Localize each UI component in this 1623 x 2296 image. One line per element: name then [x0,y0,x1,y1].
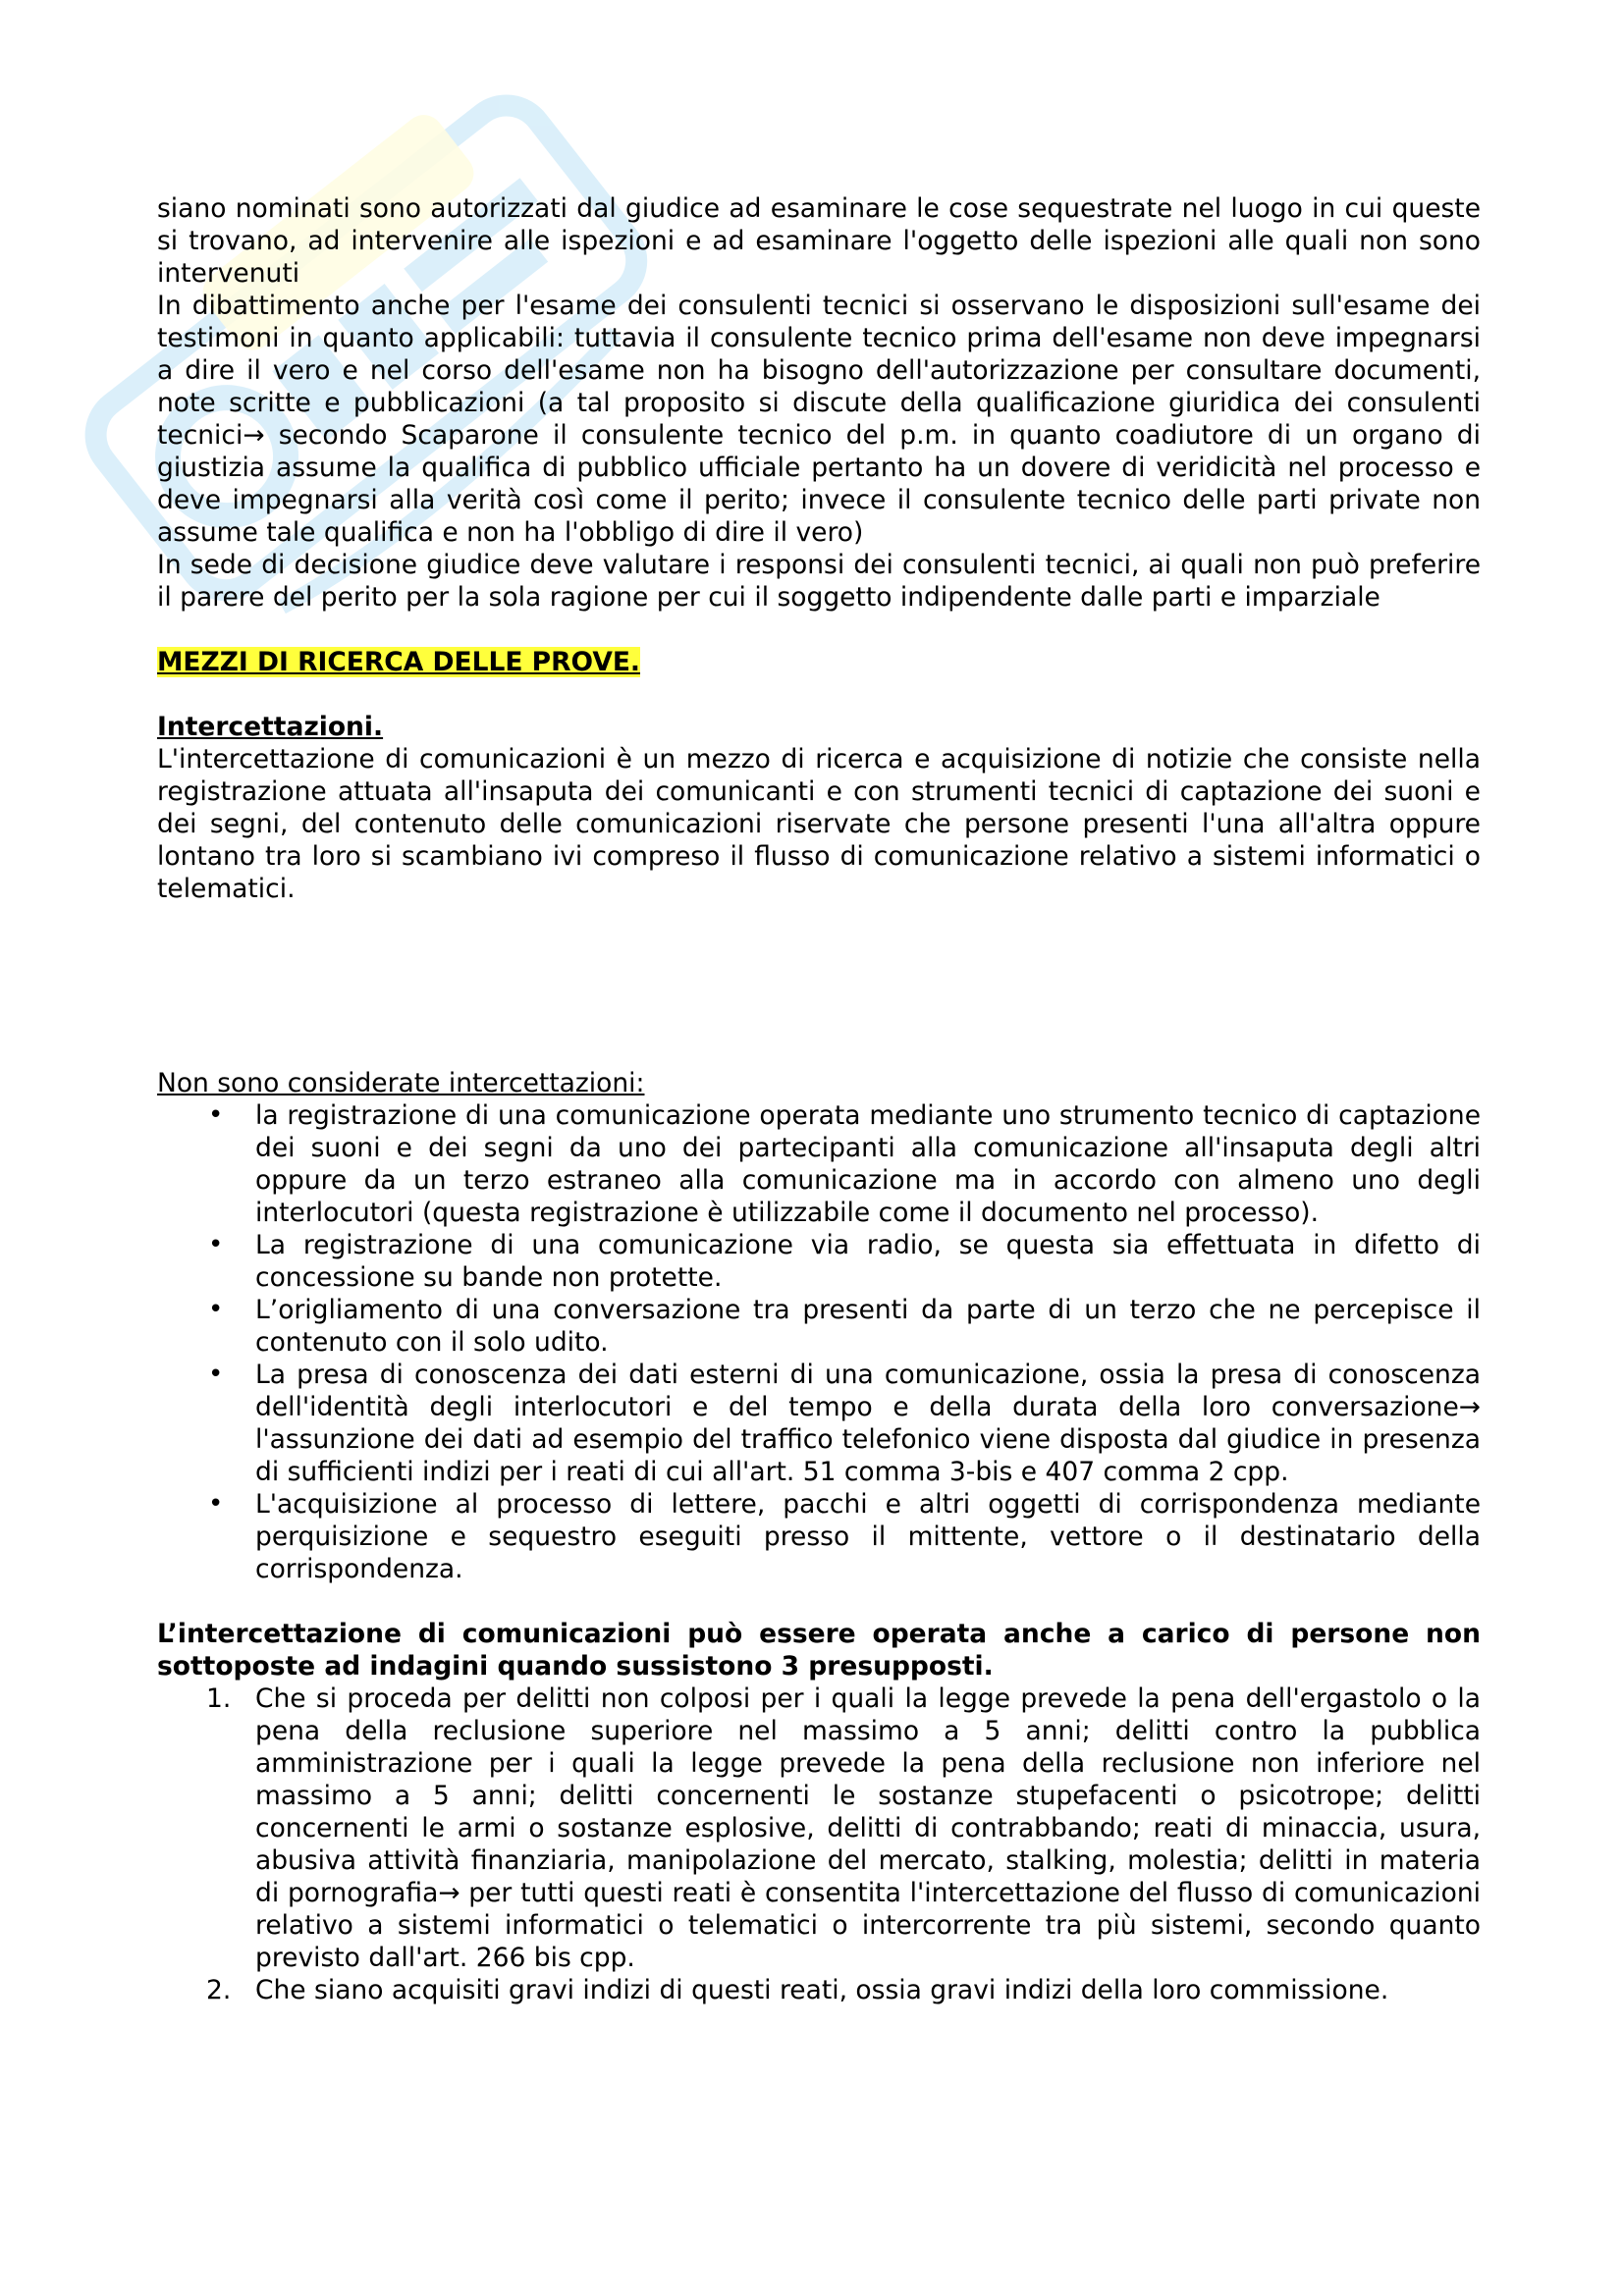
bullet-icon: • [208,1100,224,1130]
non-considerate-label: Non sono considerate intercettazioni: [157,1068,645,1098]
bullet-icon: • [208,1230,224,1259]
paragraph: In sede di decisione giudice deve valutare i responsi dei consulenti tecnici, ai quali non può preferire il parere del perito per la sola ragione per cui il soggetto indipendente dalle parti e imparziale [157,550,1481,613]
list-item: • L'acquisizione al processo di lettere, pacchi e altri oggetti di corrispondenza mediante perquisizione e sequestro eseguiti presso il mittente, vettore o il destinatario della corrispondenza. [208,1489,1481,1584]
document-page [157,192,1481,2006]
item-number: 1. [206,1683,232,1714]
presupposti-heading: L’intercettazione di comunicazioni può essere operata anche a carico di persone non sottoposte ad indagini quando sussistono 3 presupposti. [157,1619,1481,1682]
presupposti-list [157,1682,1481,2006]
paragraph: siano nominati sono autorizzati dal giudice ad esaminare le cose sequestrate nel luogo in cui queste si trovano, ad intervenire alle ispezioni e ad esaminare l'oggetto delle ispezioni alle quali non sono intervenuti [157,193,1481,289]
paragraph: In dibattimento anche per l'esame dei consulenti tecnici si osservano le disposizioni sull'esame dei testimoni in quanto applicabili: tuttavia il consulente tecnico prima dell'esame non deve impegnarsi a dire il vero e nel corso dell'esame non ha bisogno dell'autorizzazione per consultare documenti, note scritte e pubblicazioni (a tal proposito si discute della qualificazione giuridica dei consulenti tecnici→ secondo Scaparone il consulente tecnico del p.m. in quanto coadiutore di un organo di giustizia assume la qualifica di pubblico ufficiale pertanto ha un dovere di veridicità nel processo e deve impegnarsi alla verità così come il perito; invece il consulente tecnico delle parti private non assume tale qualifica e non ha l'obbligo di dire il vero) [157,291,1481,548]
bullet-icon: • [208,1360,224,1389]
numbered-item: 1. Che si proceda per delitti non colposi per i quali la legge prevede la pena dell'ergastolo o la pena della reclusione superiore nel massimo a 5 anni; delitti contro la pubblica amministrazione per i quali la legge prevede la pena della reclusione non inferiore nel massimo a 5 anni; delitti concernenti le sostanze stupefacenti o psicotrope; delitti concernenti le armi o sostanze esplosive, delitti di contrabbando; reati di minaccia, usura, abusiva attività finanziaria, manipolazione del mercato, stalking, molestia; delitti in materia di pornografia→ per tutti questi reati è consentita l'intercettazione del flusso di comunicazioni relativo a sistemi informatici o telematici o intercorrente tra più sistemi, secondo quanto previsto dall'art. 266 bis cpp. [206,1683,1481,1973]
bullet-icon: • [208,1489,224,1519]
section-heading: MEZZI DI RICERCA DELLE PROVE. [157,647,640,677]
list-item: • La presa di conoscenza dei dati esterni di una comunicazione, ossia la presa di conoscenza dell'identità degli interlocutori e del tempo e della durata della loro conversazione→ l'assunzione dei dati ad esempio del traffico telefonico viene disposta dal giudice in presenza di sufficienti indizi per i reati di cui all'art. 51 comma 3-bis e 407 comma 2 cpp. [208,1360,1481,1487]
bullet-icon: • [208,1295,224,1324]
item-number: 2. [206,1975,232,2005]
intro-block [157,192,1481,614]
subheading-intercettazioni: Intercettazioni. [157,712,384,742]
numbered-item: 2. Che siano acquisiti gravi indizi di questi reati, ossia gravi indizi della loro commissione. [206,1975,1389,2005]
intercettazioni-definition: L'intercettazione di comunicazioni è un mezzo di ricerca e acquisizione di notizie che consiste nella registrazione attuata all'insaputa dei comunicanti e con strumenti tecnici di captazione dei suoni e dei segni, del contenuto delle comunicazioni riservate che persone presenti l'una all'altra oppure lontano tra loro si scambiano ivi compreso il flusso di comunicazione relativo a sistemi informatici o telematici. [157,744,1481,904]
section-heading-line [157,646,1481,678]
list-item: • L’origliamento di una conversazione tra presenti da parte di un terzo che ne percepisce il contenuto con il solo udito. [208,1295,1481,1358]
list-item: • La registrazione di una comunicazione via radio, se questa sia effettuata in difetto di concessione su bande non protette. [208,1230,1481,1293]
list-item: • la registrazione di una comunicazione operata mediante uno strumento tecnico di captazione dei suoni e dei segni da uno dei partecipanti alla comunicazione all'insaputa degli altri oppure da un terzo estraneo alla comunicazione ma in accordo con almeno uno degli interlocutori (questa registrazione è utilizzabile come il documento nel processo). [208,1100,1481,1228]
exclusions-list [157,1099,1481,1585]
